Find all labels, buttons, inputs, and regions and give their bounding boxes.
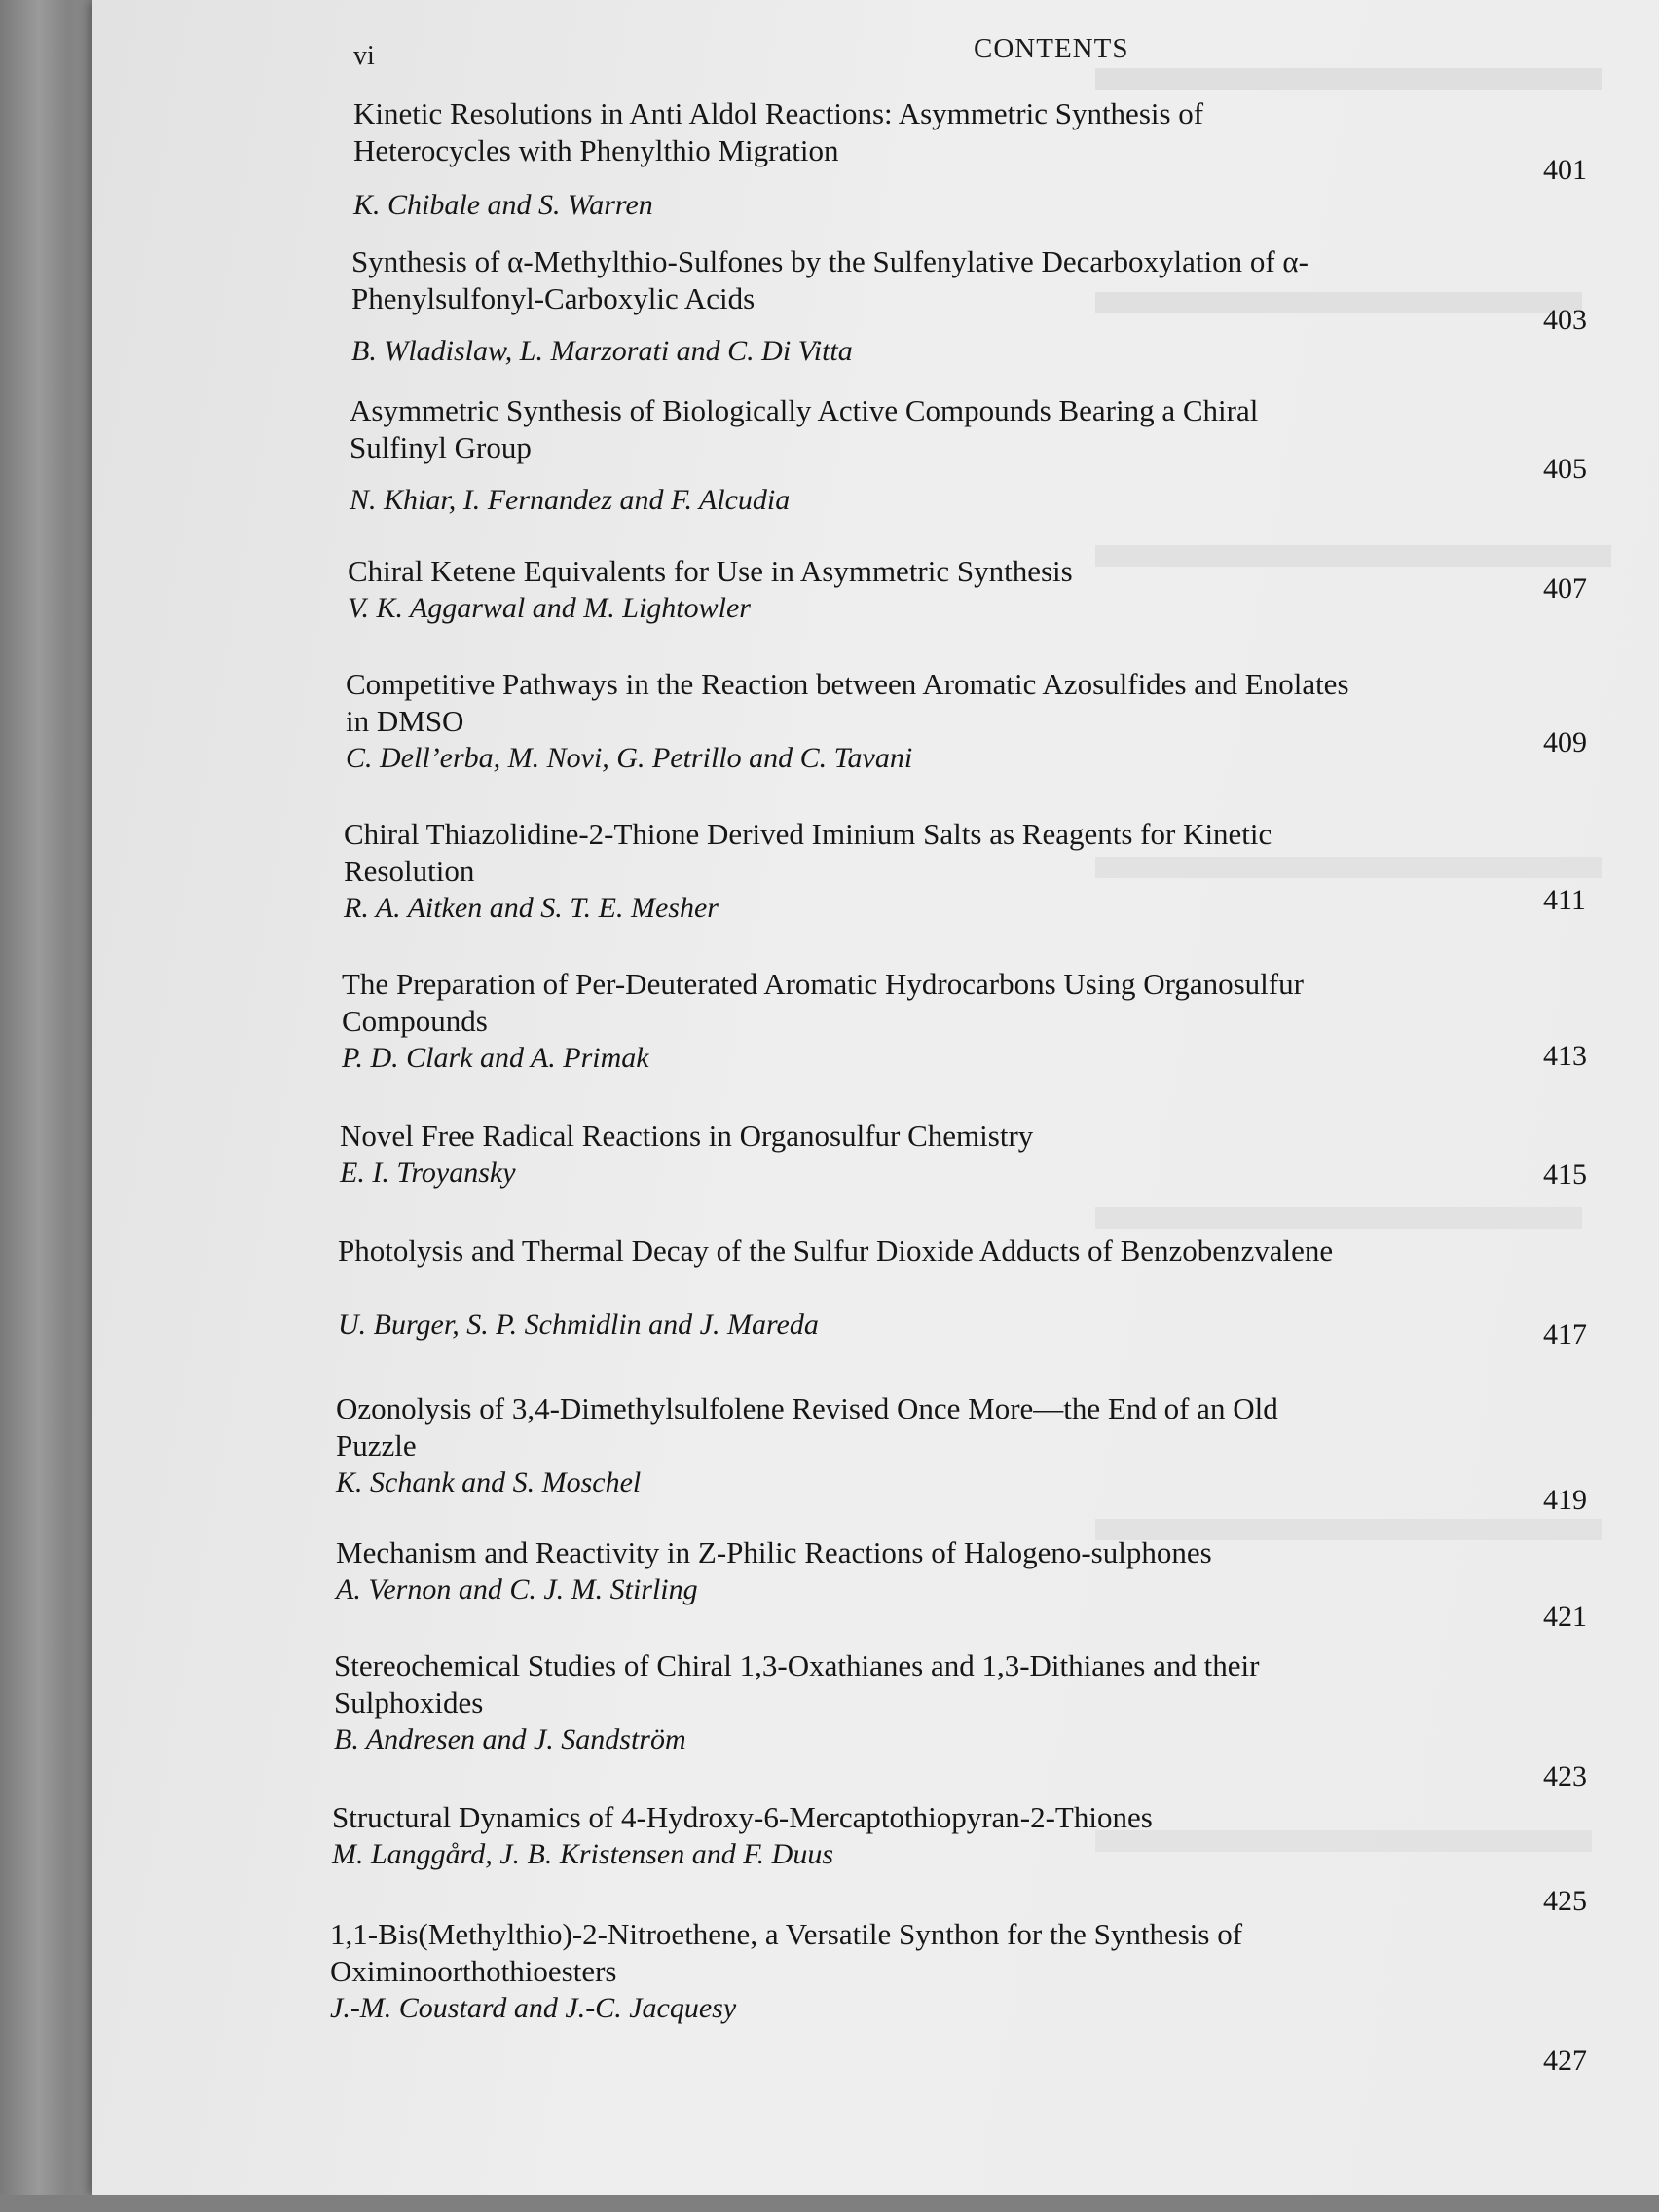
entry-title: Photolysis and Thermal Decay of the Sulfur Dioxide Adducts of Benzobenzvalene — [338, 1234, 1334, 1268]
entry-page-number: 425 — [1543, 1885, 1587, 1917]
entry-title: Mechanism and Reactivity in Z-Philic Reactions of Halogeno-sulphones — [336, 1535, 1212, 1569]
entry-authors: J.-M. Coustard and J.-C. Jacquesy — [330, 1992, 737, 2024]
entry-authors: P. D. Clark and A. Primak — [342, 1042, 649, 1074]
entry-authors: N. Khiar, I. Fernandez and F. Alcudia — [350, 484, 791, 516]
page-bottom-edge — [0, 2195, 1659, 2212]
entry-title: Kinetic Resolutions in Anti Aldol Reactions: Asymmetric Synthesis of Heterocycles with Phenylthio Migration — [353, 96, 1204, 167]
entry-page-number: 409 — [1543, 726, 1587, 758]
page-title: CONTENTS — [974, 33, 1129, 64]
running-head — [92, 31, 1659, 74]
entry-title: Stereochemical Studies of Chiral 1,3-Oxathianes and 1,3-Dithianes and their Sulphoxides — [334, 1648, 1260, 1719]
entry-page-number: 427 — [1543, 2045, 1587, 2077]
entry-page-number: 421 — [1543, 1601, 1587, 1633]
entry-authors: R. A. Aitken and S. T. E. Mesher — [344, 892, 719, 924]
entry-title: Chiral Thiazolidine-2-Thione Derived Iminium Salts as Reagents for Kinetic Resolution — [344, 817, 1272, 888]
entry-authors: A. Vernon and C. J. M. Stirling — [336, 1573, 698, 1605]
entry-authors: M. Langgård, J. B. Kristensen and F. Duus — [332, 1838, 834, 1870]
entry-title: 1,1-Bis(Methylthio)-2-Nitroethene, a Versatile Synthon for the Synthesis of Oximinoorthothioesters — [330, 1917, 1243, 1988]
entry-page-number: 419 — [1543, 1484, 1587, 1516]
entry-title: Chiral Ketene Equivalents for Use in Asymmetric Synthesis — [348, 554, 1073, 588]
entry-page-number: 401 — [1543, 154, 1587, 186]
entry-page-number: 407 — [1543, 572, 1587, 605]
entry-authors: B. Andresen and J. Sandström — [334, 1723, 686, 1755]
page-folio: vi — [353, 41, 375, 71]
entry-page-number: 411 — [1543, 884, 1586, 916]
entry-page-number: 405 — [1543, 453, 1587, 485]
entry-authors: U. Burger, S. P. Schmidlin and J. Mareda — [338, 1309, 819, 1341]
entry-title: The Preparation of Per-Deuterated Aromatic Hydrocarbons Using Organosulfur Compounds — [342, 967, 1304, 1038]
entry-page-number: 413 — [1543, 1040, 1587, 1072]
entry-page-number: 423 — [1543, 1760, 1587, 1792]
entry-title: Novel Free Radical Reactions in Organosulfur Chemistry — [340, 1119, 1034, 1153]
entry-authors: V. K. Aggarwal and M. Lightowler — [348, 592, 751, 624]
entry-title: Structural Dynamics of 4-Hydroxy-6-Mercaptothiopyran-2-Thiones — [332, 1800, 1153, 1834]
entry-authors: E. I. Troyansky — [340, 1157, 516, 1189]
entry-authors: C. Dell’erba, M. Novi, G. Petrillo and C. Tavani — [346, 742, 913, 774]
entry-page-number: 403 — [1543, 304, 1587, 336]
entry-title: Asymmetric Synthesis of Biologically Active Compounds Bearing a Chiral Sulfinyl Group — [350, 393, 1259, 464]
entry-authors: K. Schank and S. Moschel — [336, 1466, 642, 1498]
entry-title: Competitive Pathways in the Reaction between Aromatic Azosulfides and Enolates in DMSO — [346, 667, 1349, 738]
entry-title: Ozonolysis of 3,4-Dimethylsulfolene Revised Once More—the End of an Old Puzzle — [336, 1391, 1278, 1462]
entry-authors: B. Wladislaw, L. Marzorati and C. Di Vitta — [351, 335, 853, 367]
entry-page-number: 415 — [1543, 1159, 1587, 1191]
entry-authors: K. Chibale and S. Warren — [353, 189, 653, 221]
entry-page-number: 417 — [1543, 1318, 1587, 1350]
book-page — [92, 0, 1659, 2195]
entry-title: Synthesis of α-Methylthio-Sulfones by the Sulfenylative Decarboxylation of α-Phenylsulfonyl-Carboxylic Acids — [351, 244, 1309, 315]
